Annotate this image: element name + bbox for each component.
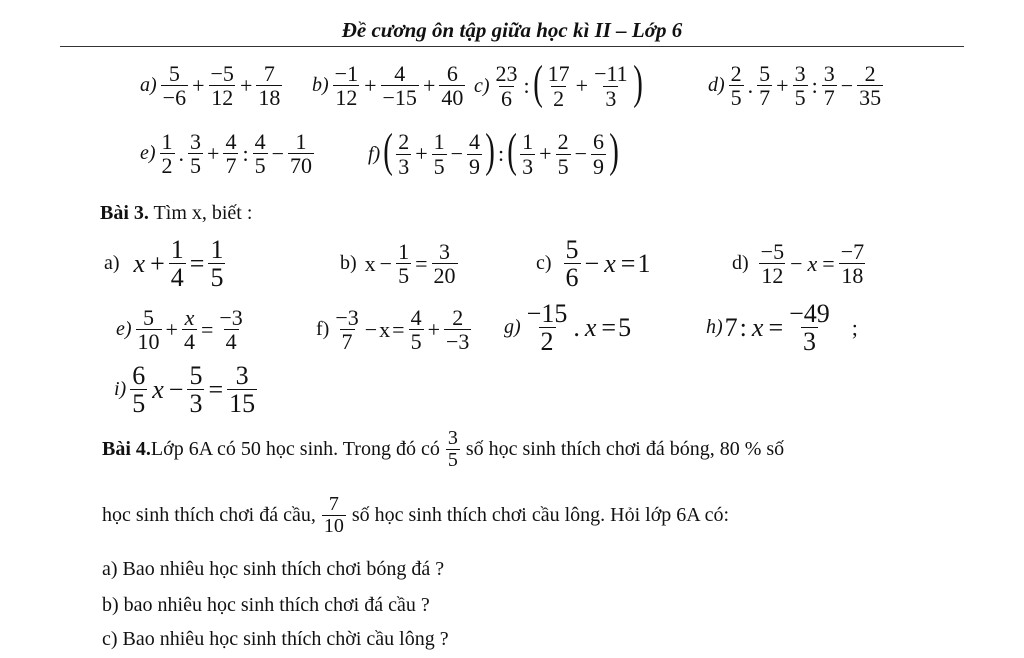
eq-c-label: c): [536, 252, 552, 275]
expr-e: e) $\frac{1}{2}$ . $\frac{3}{5}$ + $\frac{4}{7}$ : $\frac{4}{5}$ − $\frac{1}{70}$: [140, 129, 313, 179]
fraction: $\frac{23}{6}$: [495, 61, 518, 111]
fraction: $\frac{1}{4}$: [170, 235, 184, 293]
fraction: $\frac{3}{5}$: [447, 427, 458, 471]
expr-e-label: e): [140, 142, 156, 165]
eq-e-label: e): [116, 318, 132, 341]
expr-b-label: b): [312, 74, 329, 97]
bai4-question-b: b) bao nhiêu học sinh thích chơi đá cầu ?: [102, 594, 430, 616]
fraction: $\frac{1}{70}$: [290, 129, 313, 179]
fraction: $\frac{7}{18}$: [258, 61, 281, 111]
fraction: $\frac{1}{5}$: [210, 235, 224, 293]
eq-a-label: a): [104, 252, 120, 275]
eq-f-label: f): [316, 318, 330, 341]
fraction: $\frac{-3}{4}$: [219, 305, 243, 355]
fraction: $\frac{6}{9}$: [592, 129, 604, 179]
eq-b: b) x − $\frac{1}{5}$ = $\frac{3}{20}$: [340, 239, 456, 289]
fraction: $\frac{-11}{3}$: [594, 61, 628, 111]
fraction: $\frac{4}{5}$: [254, 129, 266, 179]
fraction: $\frac{-7}{18}$: [840, 239, 865, 289]
expr-c-label: c): [474, 74, 490, 97]
fraction: $\frac{4}{7}$: [225, 129, 237, 179]
bai4-line2: [102, 494, 729, 537]
expr-d: d) $\frac{2}{5}$ . $\frac{5}{7}$ + $\frac{3}{5}$ : $\frac{3}{7}$ − $\frac{2}{35}$: [708, 61, 882, 111]
bai4-question-c: c) Bao nhiêu học sinh thích chời cầu lông ?: [102, 628, 449, 650]
title-divider: [60, 46, 964, 47]
page-title: Đề cương ôn tập giữa học kì II – Lớp 6: [341, 18, 683, 42]
fraction: $\frac{3}{7}$: [823, 61, 835, 111]
fraction: $\frac{2}{35}$: [859, 61, 882, 111]
fraction: $\frac{4}{-15}$: [382, 61, 417, 111]
eq-e: e) $\frac{5}{10}$ + $\frac{x}{4}$ = $\frac{-3}{4}$: [116, 305, 243, 355]
fraction: $\frac{-5}{12}$: [760, 239, 785, 289]
bai3-title-rest: Tìm x, biết :: [148, 202, 253, 224]
fraction: $\frac{5}{-6}$: [162, 61, 187, 111]
eq-b-label: b): [340, 252, 357, 275]
bai4-line2-b: số học sinh thích chơi cầu lông. Hỏi lớp 6A có:: [351, 504, 730, 526]
fraction: $\frac{6}{5}$: [132, 361, 146, 419]
eq-g-label: g): [504, 316, 521, 339]
fraction: $\frac{1}{5}$: [433, 129, 445, 179]
bai4-question-a: a) Bao nhiêu học sinh thích chơi bóng đá ?: [102, 558, 445, 580]
bai4-line1-a: Lớp 6A có 50 học sinh. Trong đó có: [150, 438, 440, 460]
fraction: $\frac{1}{3}$: [522, 129, 534, 179]
fraction: $\frac{-1}{12}$: [334, 61, 359, 111]
fraction: $\frac{5}{7}$: [759, 61, 771, 111]
bai3-heading: [100, 202, 252, 225]
eq-d: d) $\frac{-5}{12}$ − x = $\frac{-7}{18}$: [732, 239, 865, 289]
eq-f: f) $\frac{-3}{7}$ − x = $\frac{4}{5}$ + $\frac{2}{-3}$: [316, 305, 470, 355]
eq-a: a) x + $\frac{1}{4}$ = $\frac{1}{5}$: [104, 235, 224, 293]
fraction: $\frac{1}{2}$: [161, 129, 173, 179]
expr-d-label: d): [708, 74, 725, 97]
fraction: $\frac{6}{40}$: [441, 61, 464, 111]
fraction: $\frac{2}{3}$: [398, 129, 410, 179]
fraction: $\frac{7}{10}$: [323, 493, 344, 537]
fraction: $\frac{2}{-3}$: [446, 305, 470, 355]
fraction: $\frac{1}{5}$: [398, 239, 410, 289]
fraction: $\frac{5}{6}$: [565, 235, 579, 293]
fraction: $\frac{3}{20}$: [433, 239, 456, 289]
expr-c: c) $\frac{23}{6}$ : ( $\frac{17}{2}$ + $\frac{-11}{3}$ ): [474, 56, 643, 111]
fraction: $\frac{5}{3}$: [189, 361, 203, 419]
fraction: $\frac{3}{5}$: [190, 129, 202, 179]
bai4-line2-a: học sinh thích chơi đá cầu,: [102, 504, 316, 526]
eq-i-label: i): [114, 378, 127, 401]
fraction: $\frac{2}{5}$: [730, 61, 742, 111]
fraction: $\frac{x}{4}$: [183, 305, 195, 355]
eq-h-label: h): [706, 316, 723, 339]
bai4-title-bold: Bài 4.: [102, 438, 151, 460]
bai4-line1-b: số học sinh thích chơi đá bóng, 80 % số: [465, 438, 785, 460]
bai3-title-bold: Bài 3.: [100, 202, 149, 224]
fraction: $\frac{5}{10}$: [137, 305, 160, 355]
fraction: $\frac{-49}{3}$: [789, 299, 830, 357]
eq-h: h) 7 : x = $\frac{-49}{3}$ ;: [706, 299, 858, 357]
expr-a-label: a): [140, 74, 157, 97]
fraction: $\frac{-3}{7}$: [335, 305, 359, 355]
expr-b: b) $\frac{-1}{12}$ + $\frac{4}{-15}$ + $\frac{6}{40}$: [312, 61, 464, 111]
eq-d-label: d): [732, 252, 749, 275]
fraction: $\frac{3}{5}$: [794, 61, 806, 111]
bai4-line1: [102, 428, 784, 471]
expr-f-label: f): [368, 142, 381, 165]
fraction: $\frac{4}{9}$: [469, 129, 481, 179]
eq-c: c) $\frac{5}{6}$ − x = 1: [536, 235, 651, 293]
fraction: $\frac{-15}{2}$: [526, 299, 568, 357]
expr-f: f) ( $\frac{2}{3}$ + $\frac{1}{5}$ − $\frac{4}{9}$ ) : ( $\frac{1}{3}$ + $\frac{2}{5}$ − $\frac{6}{9}$ ): [368, 124, 619, 179]
expr-a: a) $\frac{5}{-6}$ + $\frac{-5}{12}$ + $\frac{7}{18}$: [140, 61, 281, 111]
fraction: $\frac{4}{5}$: [410, 305, 422, 355]
fraction: $\frac{3}{15}$: [229, 361, 256, 419]
eq-i: i) $\frac{6}{5}$ x − $\frac{5}{3}$ = $\frac{3}{15}$: [114, 361, 256, 419]
fraction: $\frac{-5}{12}$: [210, 61, 234, 111]
eq-g: g) $\frac{-15}{2}$ . x = 5: [504, 299, 632, 357]
fraction: $\frac{2}{5}$: [557, 129, 569, 179]
fraction: $\frac{17}{2}$: [547, 61, 570, 111]
